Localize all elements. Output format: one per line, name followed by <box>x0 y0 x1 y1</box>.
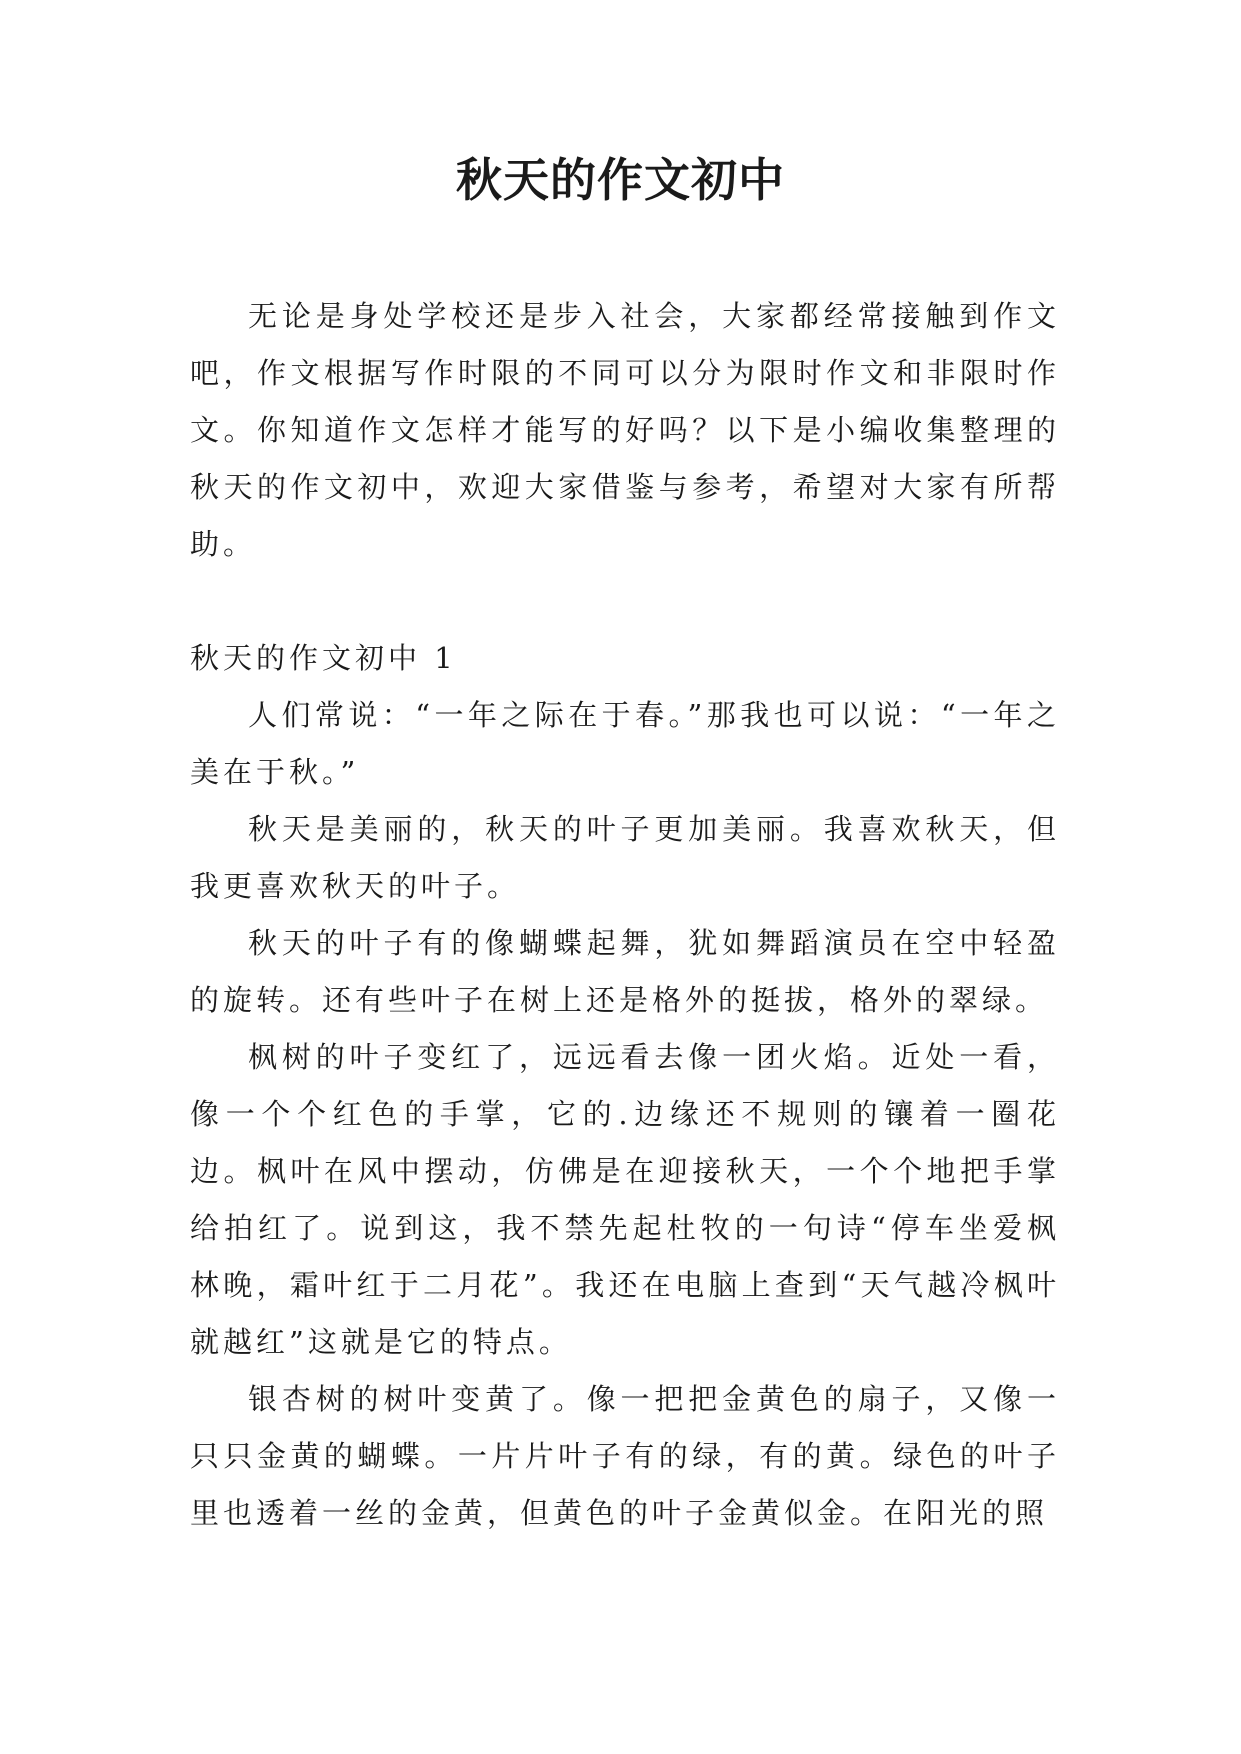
body-paragraph: 枫树的叶子变红了，远远看去像一团火焰。近处一看，像一个个红色的手掌，它的.边缘还不规则的镶着一圈花边。枫叶在风中摆动，仿佛是在迎接秋天，一个个地把手掌给拍红了。说到这，我不禁先起杜牧的一句诗“停车坐爱枫林晚，霜叶红于二月花”。我还在电脑上查到“天气越冷枫叶就越红”这就是它的特点。 <box>190 1040 1060 1359</box>
body-paragraph: 银杏树的树叶变黄了。像一把把金黄色的扇子，又像一只只金黄的蝴蝶。一片片叶子有的绿，有的黄。绿色的叶子里也透着一丝的金黄，但黄色的叶子金黄似金。在阳光的照 <box>190 1382 1060 1530</box>
body-paragraph: 人们常说：“一年之际在于春。”那我也可以说：“一年之美在于秋。” <box>190 698 1060 789</box>
body-paragraph: 秋天是美丽的，秋天的叶子更加美丽。我喜欢秋天，但我更喜欢秋天的叶子。 <box>190 812 1060 903</box>
body-paragraph: 秋天的叶子有的像蝴蝶起舞，犹如舞蹈演员在空中轻盈的旋转。还有些叶子在树上还是格外的挺拔，格外的翠绿。 <box>190 926 1060 1017</box>
document-body <box>190 288 1060 1542</box>
intro-paragraph: 无论是身处学校还是步入社会，大家都经常接触到作文吧，作文根据写作时限的不同可以分为限时作文和非限时作文。你知道作文怎样才能写的好吗？以下是小编收集整理的秋天的作文初中，欢迎大家借鉴与参考，希望对大家有所帮助。 <box>190 299 1060 561</box>
document-title: 秋天的作文初中 <box>456 153 785 207</box>
section-heading: 秋天的作文初中 1 <box>190 641 457 675</box>
